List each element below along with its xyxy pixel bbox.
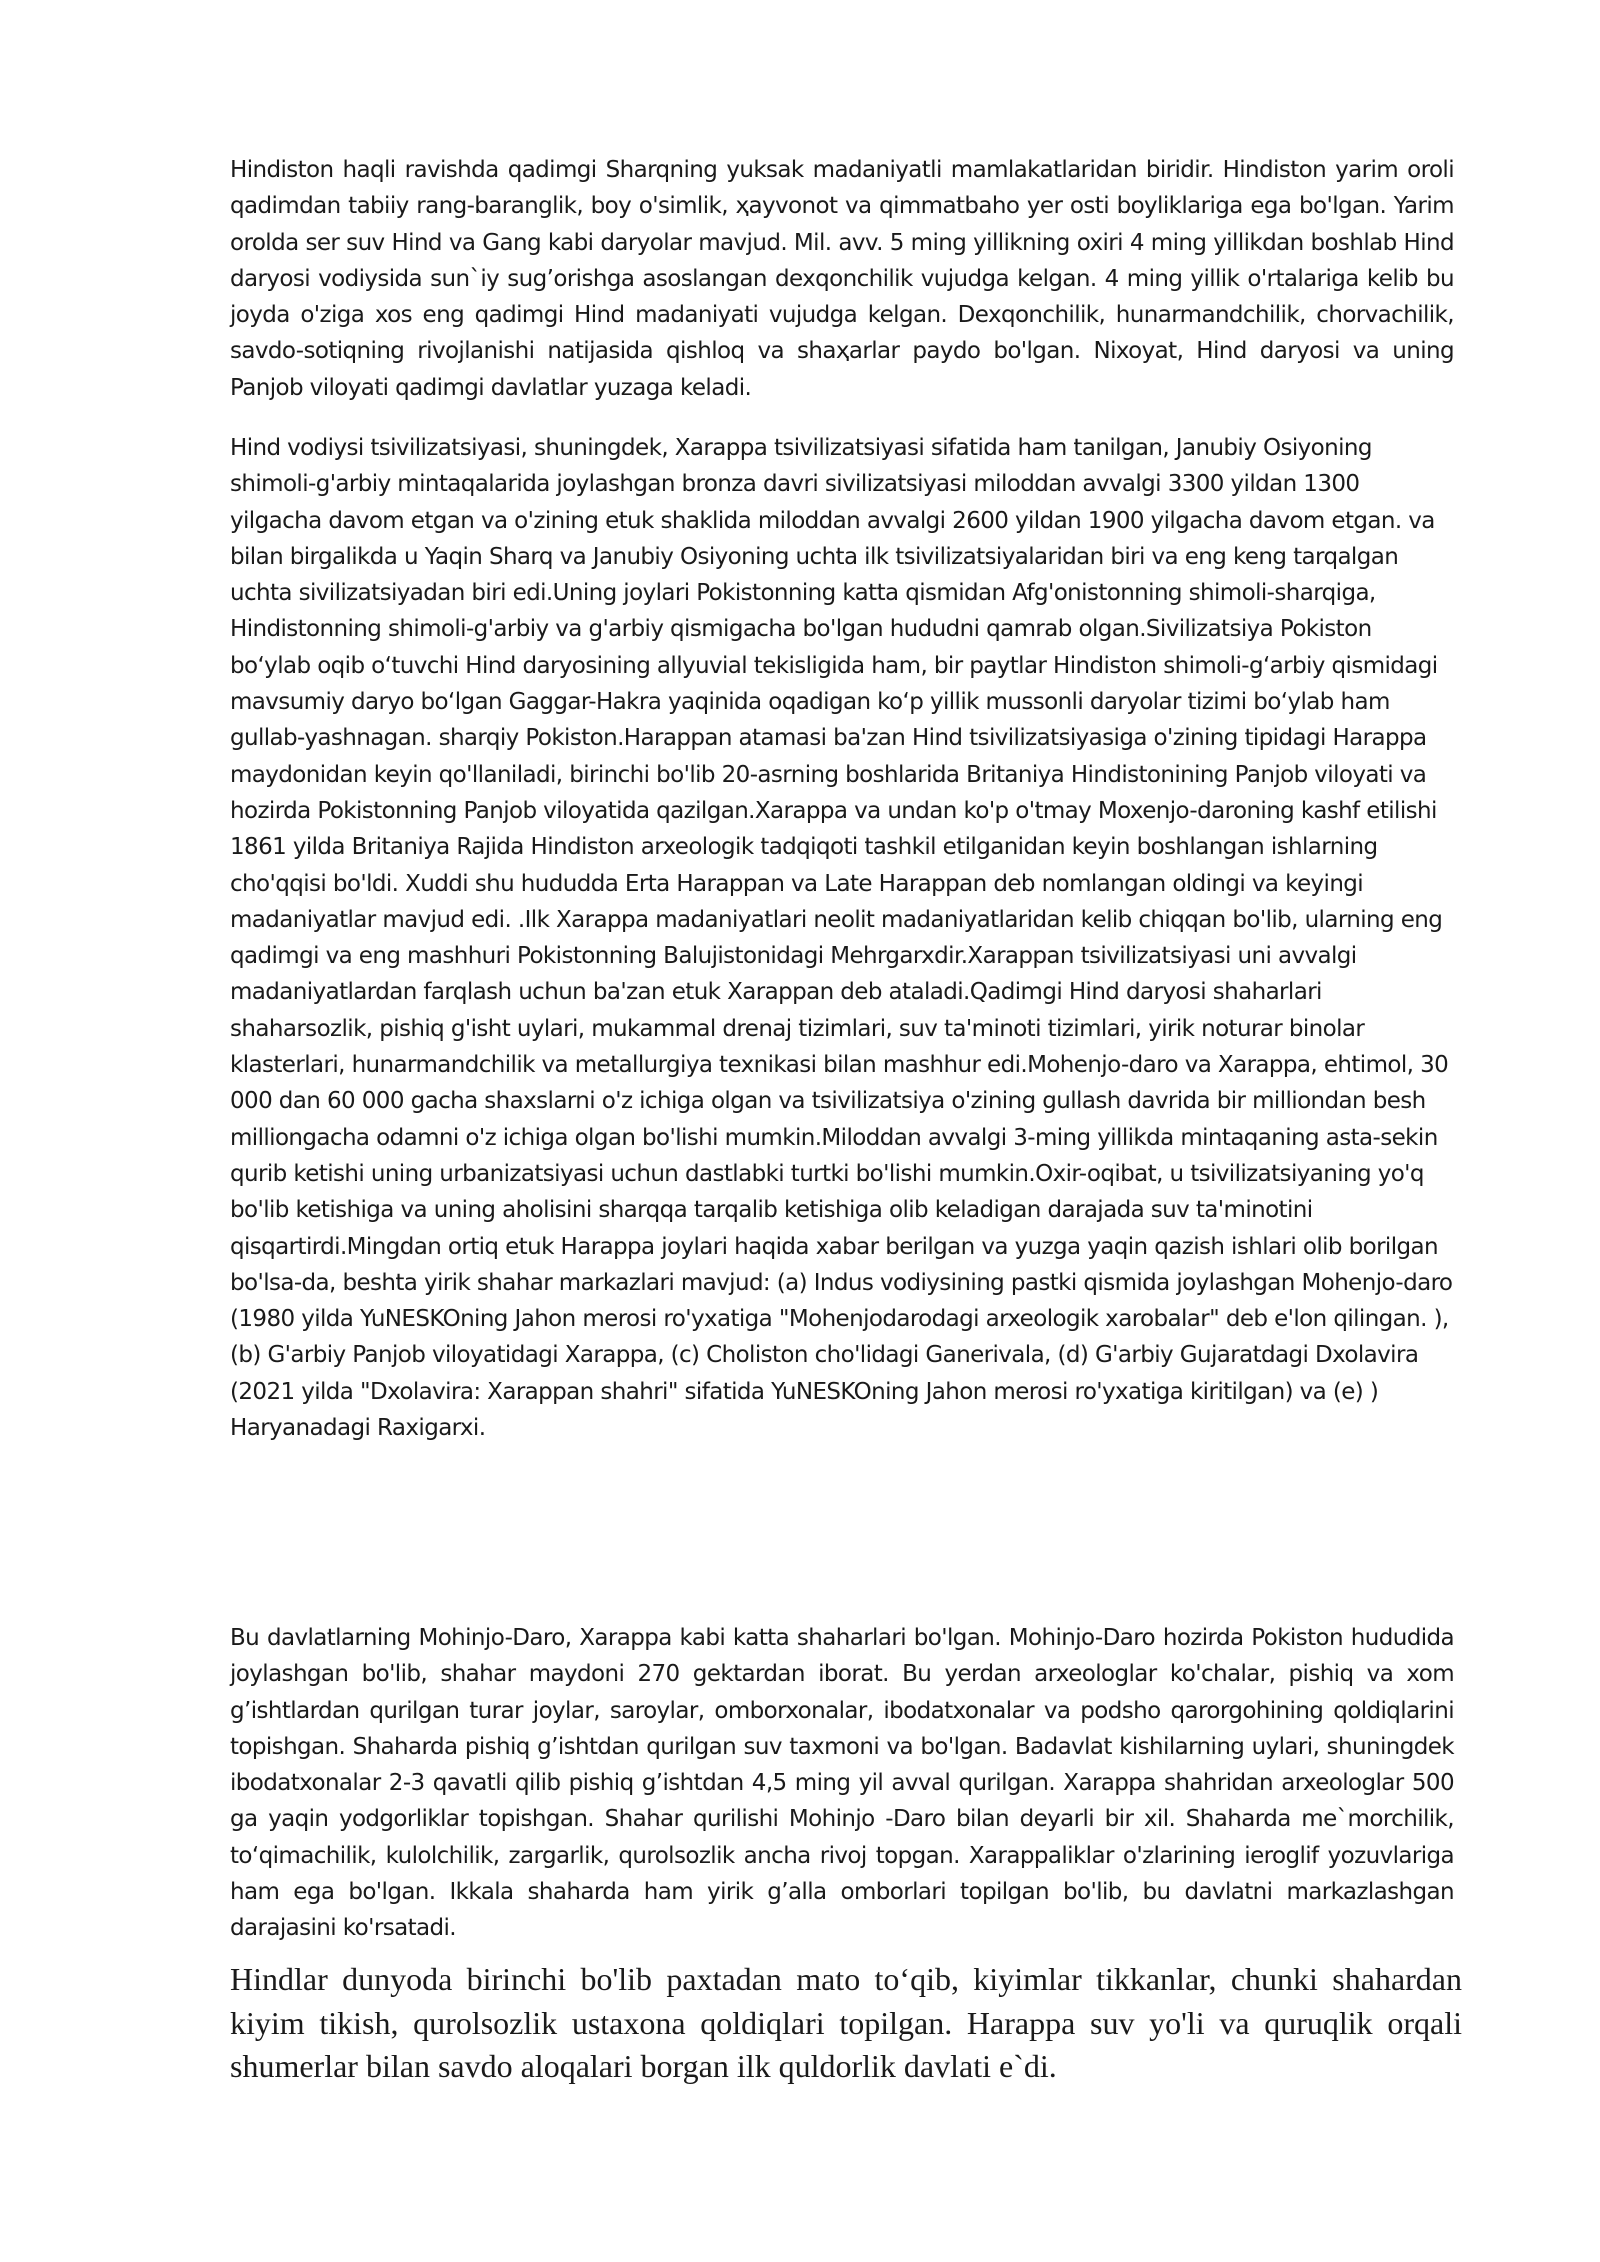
paragraph-indus-civilization: Hind vodiysi tsivilizatsiyasi, shuningdek, Xarappa tsivilizatsiyasi sifatida ham tanilgan, Janubiy Osiyoning shimoli-g'arbiy mintaqalarida joylashgan bronza davri sivilizatsiyasi miloddan avvalgi 3300 yildan 1300 yilgacha davom etgan va o'zining etuk shaklida miloddan avvalgi 2600 yildan 1900 yilgacha davom etgan. va bilan birgalikda u Yaqin Sharq va Janubiy Osiyoning uchta ilk tsivilizatsiyalaridan biri va eng keng tarqalgan uchta sivilizatsiyadan biri edi.Uning joylari Pokistonning katta qismidan Afg'onistonning shimoli-sharqiga, Hindistonning shimoli-g'arbiy va g'arbiy qismigacha bo'lgan hududni qamrab olgan.Sivilizatsiya Pokiston bo‘ylab oqib o‘tuvchi Hind daryosining allyuvial tekisligida ham, bir paytlar Hindiston shimoli-g‘arbiy qismidagi mavsumiy daryo bo‘lgan Gaggar-Hakra yaqinida oqadigan ko‘p yillik mussonli daryolar tizimi bo‘ylab ham gullab-yashnagan. sharqiy Pokiston.Harappan atamasi ba'zan Hind tsivilizatsiyasiga o'zining tipidagi Harappa maydonidan keyin qo'llaniladi, birinchi bo'lib 20-asrning boshlarida Britaniya Hindistonining Panjob viloyati va hozirda Pokistonning Panjob viloyatida qazilgan.Xarappa va undan ko'p o'tmay Moxenjo-daroning kashf etilishi 1861 yilda Britaniya Rajida Hindiston arxeologik tadqiqoti tashkil etilganidan keyin boshlangan ishlarning cho'qqisi bo'ldi. Xuddi shu hududda Erta Harappan va Late Harappan deb nomlangan oldingi va keyingi madaniyatlar mavjud edi. .Ilk Xarappa madaniyatlari neolit madaniyatlaridan kelib chiqqan bo'lib, ularning eng qadimgi va eng mashhuri Pokistonning Balujistonidagi Mehrgarxdir.Xarappan tsivilizatsiyasi uni avvalgi madaniyatlardan farqlash uchun ba'zan etuk Xarappan deb ataladi.Qadimgi Hind daryosi shaharlari shaharsozlik, pishiq g'isht uylari, mukammal drenaj tizimlari, suv ta'minoti tizimlari, yirik noturar binolar klasterlari, hunarmandchilik va metallurgiya texnikasi bilan mashhur edi.Mohenjo-daro va Xarappa, ehtimol, 30 000 dan 60 000 gacha shaxslarni o'z ichiga olgan va tsivilizatsiya o'zining gullash davrida bir milliondan besh milliongacha odamni o'z ichiga olgan bo'lishi mumkin.Miloddan avvalgi 3-ming yillikda mintaqaning asta-sekin qurib ketishi uning urbanizatsiyasi uchun dastlabki turtki bo'lishi mumkin.Oxir-oqibat, u tsivilizatsiyaning yo'q bo'lib ketishiga va uning aholisini sharqqa tarqalib ketishiga olib keladigan darajada suv ta'minotini qisqartirdi.Mingdan ortiq etuk Harappa joylari haqida xabar berilgan va yuzga yaqin qazish ishlari olib borilgan bo'lsa-da, beshta yirik shahar markazlari mavjud: (a) Indus vodiysining pastki qismida joylashgan Mohenjo-daro (1980 yilda YuNESKOning Jahon merosi ro'yxatiga "Mohenjodarodagi arxeologik xarobalar" deb e'lon qilingan. ), (b) G'arbiy Panjob viloyatidagi Xarappa, (c) Choliston cho'lidagi Ganerivala, (d) G'arbiy Gujaratdagi Dxolavira (2021 yilda "Dxolavira: Xarappan shahri" sifatida YuNESKOning Jahon merosi ro'yxatiga kiritilgan) va (e) ) Haryanadagi Raxigarxi.: [230, 435, 1453, 1442]
paragraph-intro-india: Hindiston haqli ravishda qadimgi Sharqning yuksak madaniyatli mamlakatlaridan biridir. Hindiston yarim oroli qadimdan tabiiy rang-baranglik, boy o'simlik, ҳayvonot va qimmatbaho yer osti boyliklariga ega bo'lgan. Yarim orolda ser suv Hind va Gang kabi daryolar mavjud. Mil. avv. 5 ming yillikning oxiri 4 ming yillikdan boshlab Hind daryosi vodiysida sun`iy sug’orishga asoslangan dexqonchilik vujudga kelgan. 4 ming yillik o'rtalariga kelib bu joyda o'ziga xos eng qadimgi Hind madaniyati vujudga kelgan. Dexqonchilik, hunarmandchilik, chorvachilik, savdo-sotiqning rivojlanishi natijasida qishloq va shaҳarlar paydo bo'lgan. Nixoyat, Hind daryosi va uning Panjob viloyati qadimgi davlatlar yuzaga keladi.: [230, 157, 1454, 401]
paragraph-cities: Bu davlatlarning Mohinjo-Daro, Xarappa kabi katta shaharlari bo'lgan. Mohinjo-Daro hozirda Pokiston hududida joylashgan bo'lib, shahar maydoni 270 gektardan iborat. Bu yerdan arxeologlar ko'chalar, pishiq va xom g’ishtlardan qurilgan turar joylar, saroylar, omborxonalar, ibodatxonalar va podsho qarorgohining qoldiqlarini topishgan. Shaharda pishiq g’ishtdan qurilgan suv taxmoni va bo'lgan. Badavlat kishilarning uylari, shuningdek ibodatxonalar 2-3 qavatli qilib pishiq g’ishtdan 4,5 ming yil avval qurilgan. Xarappa shahridan arxeologlar 500 ga yaqin yodgorliklar topishgan. Shahar qurilishi Mohinjo -Daro bilan deyarli bir xil. Shaharda me`morchilik, to‘qimachilik, kulolchilik, zargarlik, qurolsozlik ancha rivoj topgan. Xarappaliklar o'zlarining ieroglif yozuvlariga ham ega bo'lgan. Ikkala shaharda ham yirik g’alla omborlari topilgan bo'lib, bu davlatni markazlashgan darajasini ko'rsatadi.: [230, 1625, 1454, 1942]
paragraph-cotton-trade: Hindlar dunyoda birinchi bo'lib paxtadan mato to‘qib, kiyimlar tikkanlar, chunki shahardan kiyim tikish, qurolsozlik ustaxona qoldiqlari topilgan. Harappa suv yo'li va quruqlik orqali shumerlar bilan savdo aloqalari borgan ilk quldorlik davlati e`di.: [230, 1961, 1462, 2084]
